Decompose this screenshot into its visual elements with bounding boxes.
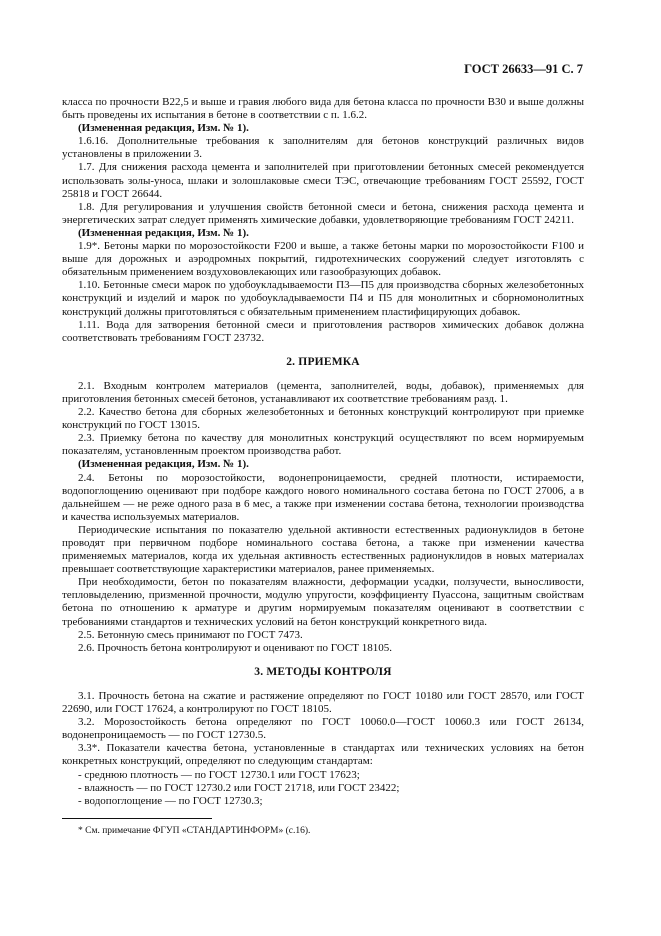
paragraph-1-9: 1.9*. Бетоны марки по морозостойкости F200 и выше, а также бетоны марки по морозостойкости F100 и выше для дорожных и аэродромных покрытий, гидротехнических сооружений следует изготовлять с обязательным применением воздухововлекающих или газообразующих добавок.	[62, 240, 584, 279]
paragraph-2-3: 2.3. Приемку бетона по качеству для монолитных конструкций осуществляют по всем нормируемым показателям, установленным проектом производства работ.	[62, 432, 584, 458]
paragraph-2-5: 2.5. Бетонную смесь принимают по ГОСТ 7473.	[78, 628, 303, 641]
section-heading-acceptance: 2. ПРИЕМКА	[286, 355, 360, 368]
list-item: - водопоглощение — по ГОСТ 12730.3;	[78, 794, 263, 807]
paragraph-2-6: 2.6. Прочность бетона контролируют и оценивают по ГОСТ 18105.	[78, 641, 392, 654]
paragraph-2-1: 2.1. Входным контролем материалов (цемента, заполнителей, воды, добавок), применяемых для приготовления бетонных смесей бетонов, устанавливают их соответствие требованиям разд. 1.	[62, 379, 584, 405]
amendment-note: (Измененная редакция, Изм. № 1).	[78, 122, 249, 135]
paragraph-1-10: 1.10. Бетонные смеси марок по удобоукладываемости П3—П5 для производства сборных железобетонных конструкций и изделий и марок по удобоукладываемости П4 и П5 для монолитных и сборномонолитных конструкций должны приготовляться с обязательным применением пластифицирующих добавок.	[62, 279, 584, 318]
paragraph-1-6-16: 1.6.16. Дополнительные требования к заполнителям для бетонов конструкций различных видов установлены в приложении 3.	[62, 135, 584, 161]
paragraph-periodic-tests: Периодические испытания по показателю удельной активности естественных радионуклидов в бетоне проводят при первичном подборе номинального состава бетона, а также при изменении качества применяемых материалов, когда их удельная активность естественных радионуклидов в новых материалах превышает соответствующие характеристики материалов, ранее применяемых.	[62, 523, 584, 576]
paragraph-if-needed: При необходимости, бетон по показателям влажности, деформации усадки, ползучести, выносливости, тепловыделению, призменной прочности, модулю упругости, коэффициенту Пуассона, защитным свойствам бетона по отношению к арматуре и другим нормируемым показателям оценивают в соответствии с требованиями стандартов и технических условий на бетон конструкций конкретного вида.	[62, 576, 584, 628]
paragraph-1-8: 1.8. Для регулирования и улучшения свойств бетонной смеси и бетона, снижения расхода цемента и энергетических затрат следует применять химические добавки, удовлетворяющие требованиям ГОСТ 24211.	[62, 200, 584, 226]
document-body	[62, 96, 584, 808]
paragraph-2-4: 2.4. Бетоны по морозостойкости, водонепроницаемости, средней плотности, истираемости, водопоглощению оценивают при подборе каждого нового номинального состава бетона по ГОСТ 27006, а в дальнейшем — не реже одного раза в 6 мес, а также при изменении состава бетона, технологии производства и качества используемых материалов.	[62, 471, 584, 523]
paragraph: класса по прочности В22,5 и выше и гравия любого вида для бетона класса по прочности В30 и выше должны быть проведены их испытания в бетоне в соответствии с п. 1.6.2.	[62, 96, 584, 122]
section-heading-control-methods: 3. МЕТОДЫ КОНТРОЛЯ	[254, 665, 392, 678]
paragraph-3-1: 3.1. Прочность бетона на сжатие и растяжение определяют по ГОСТ 10180 или ГОСТ 28570, или ГОСТ 22690, или ГОСТ 17624, а контролируют по ГОСТ 18105.	[62, 689, 584, 716]
paragraph-1-11: 1.11. Вода для затворения бетонной смеси и приготовления растворов химических добавок должна соответствовать требованиям ГОСТ 23732.	[62, 318, 584, 344]
paragraph-3-2: 3.2. Морозостойкость бетона определяют по ГОСТ 10060.0—ГОСТ 10060.3 или ГОСТ 26134, водонепроницаемость — по ГОСТ 12730.5.	[62, 716, 584, 742]
list-item: - среднюю плотность — по ГОСТ 12730.1 или ГОСТ 17623;	[78, 768, 360, 781]
paragraph-3-3: 3.3*. Показатели качества бетона, установленные в стандартах или технических условиях на бетон конкретных конструкций, определяют по следующим стандартам:	[62, 742, 584, 768]
standards-list	[62, 769, 584, 808]
amendment-note: (Измененная редакция, Изм. № 1).	[78, 458, 249, 471]
footnote: * См. примечание ФГУП «СТАНДАРТИНФОРМ» (с.16).	[78, 826, 311, 836]
amendment-note: (Измененная редакция, Изм. № 1).	[78, 226, 249, 239]
paragraph-2-2: 2.2. Качество бетона для сборных железобетонных и бетонных конструкций контролируют при приемке конструкций по ГОСТ 13015.	[62, 406, 584, 432]
page-header: ГОСТ 26633—91 С. 7	[464, 62, 583, 76]
footnote-divider	[62, 818, 212, 819]
paragraph-1-7: 1.7. Для снижения расхода цемента и заполнителей при приготовлении бетонных смесей рекомендуется использовать золы-уноса, шлаки и золошлаковые смеси ТЭС, отвечающие требованиям ГОСТ 25592, ГОСТ 25818 и ГОСТ 26644.	[62, 161, 584, 200]
list-item: - влажность — по ГОСТ 12730.2 или ГОСТ 21718, или ГОСТ 23422;	[78, 781, 400, 794]
